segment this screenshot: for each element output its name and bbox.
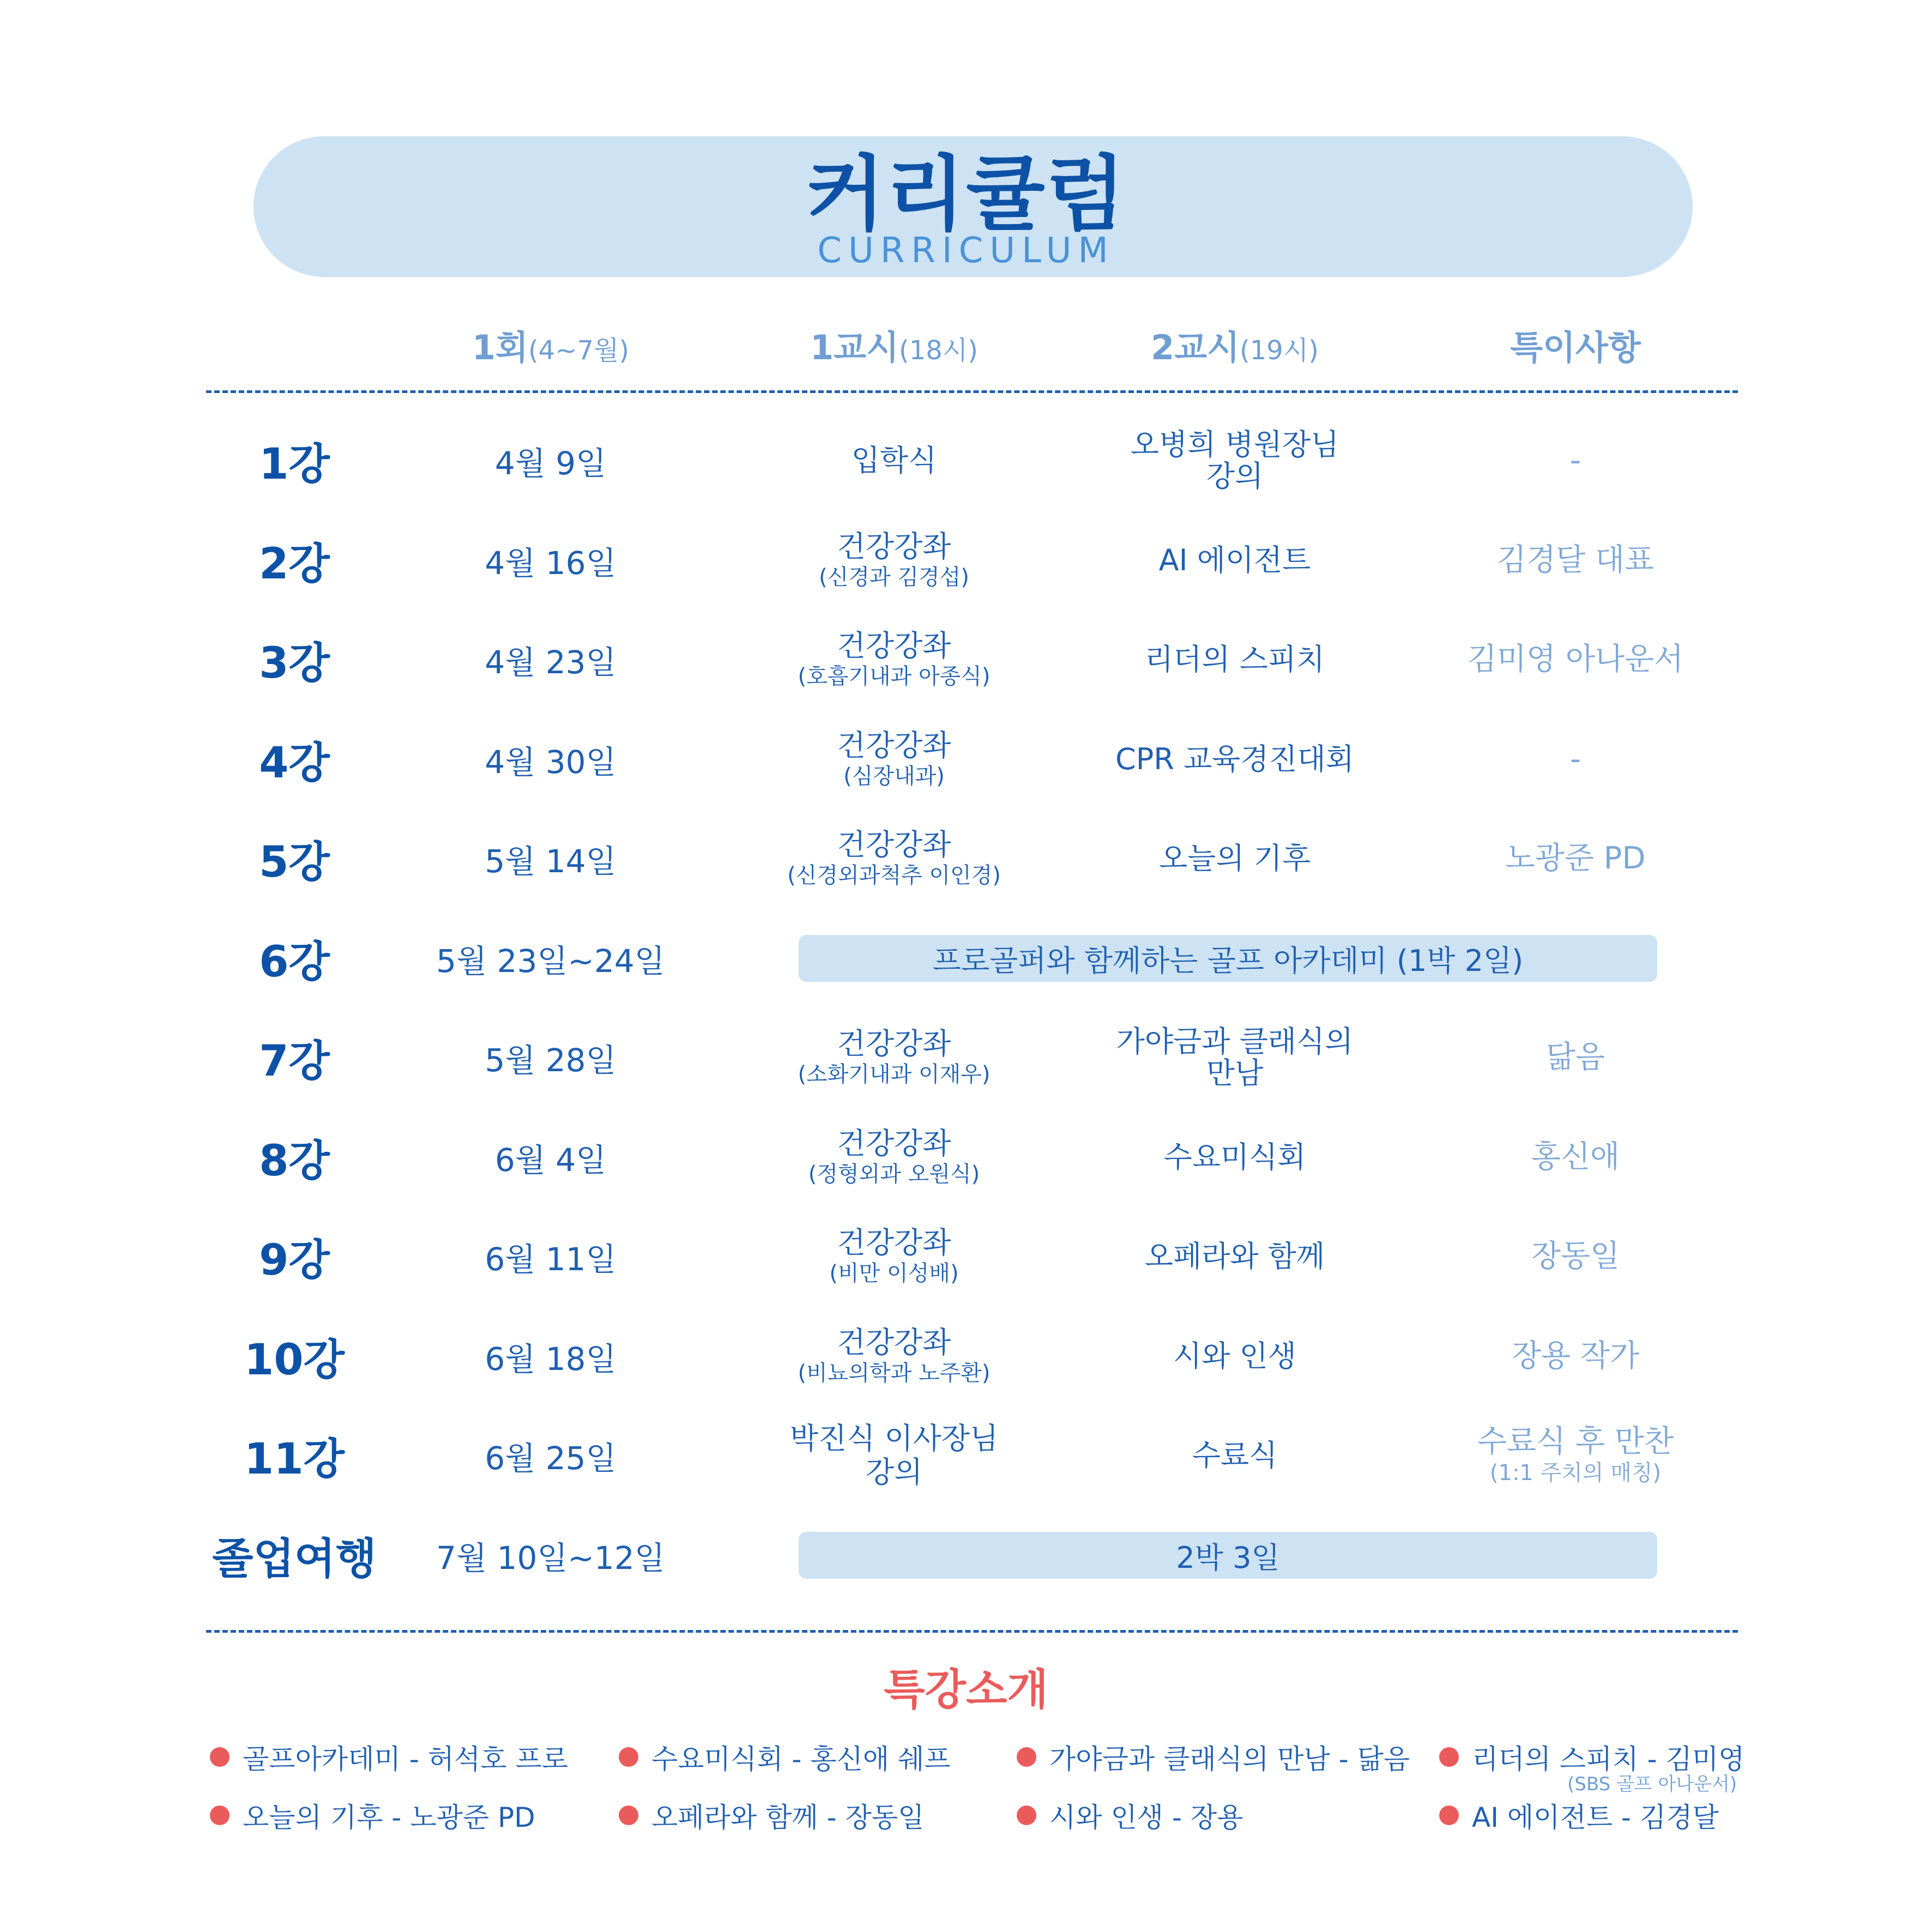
lecture-number: 10강 xyxy=(244,1336,345,1385)
period-2-title: 오늘의 기후 xyxy=(1159,841,1311,876)
notes-text: 김경달 대표 xyxy=(1496,542,1655,578)
page-title: 커리큘럼 xyxy=(806,147,1126,242)
period-2-title: 오페라와 함께 xyxy=(1144,1239,1325,1273)
notes-cell xyxy=(1439,1116,1712,1198)
special-item: 가야금과 클래식의 만남 - 닮음 xyxy=(1017,1738,1410,1776)
notes-text: 장동일 xyxy=(1531,1239,1620,1274)
lecture-date: 6월 4일 xyxy=(494,1142,607,1179)
special-item: 수요미식회 - 홍신애 쉐프 xyxy=(619,1738,951,1776)
period-1-title: 건강강좌 xyxy=(837,1225,951,1260)
lecture-date: 6월 25일 xyxy=(485,1440,617,1477)
merged-event-bar: 프로골퍼와 함께하는 골프 아카데미 (1박 2일) xyxy=(799,935,1657,982)
period-1-detail: 강의 xyxy=(865,1455,923,1489)
lecture-number: 2강 xyxy=(259,540,330,589)
lecture-date: 5월 14일 xyxy=(485,843,617,880)
period-1-title: 건강강좌 xyxy=(837,1325,951,1360)
period-2-cell xyxy=(1098,1315,1371,1397)
period-1-cell xyxy=(758,1315,1030,1397)
bullet-icon xyxy=(210,1747,230,1767)
bullet-icon xyxy=(1439,1806,1459,1825)
special-item: 골프아카데미 - 허석호 프로 xyxy=(210,1738,568,1776)
special-item: AI 에이전트 - 김경달 xyxy=(1439,1796,1719,1834)
special-item: 리더의 스피치 - 김미영 xyxy=(1439,1738,1744,1776)
lecture-number: 8강 xyxy=(259,1137,330,1186)
notes-cell xyxy=(1439,818,1712,899)
divider-bottom xyxy=(206,1630,1738,1633)
period-1-cell xyxy=(758,719,1030,800)
period-1-title: 건강강좌 xyxy=(837,828,951,862)
period-1-title: 건강강좌 xyxy=(837,629,951,663)
special-item: 오페라와 함께 - 장동일 xyxy=(619,1796,924,1834)
period-1-cell xyxy=(758,818,1030,899)
period-1-cell xyxy=(758,1216,1030,1297)
notes-cell xyxy=(1439,520,1712,601)
notes-detail: (1:1 주치의 매칭) xyxy=(1489,1460,1662,1486)
lecture-date: 4월 30일 xyxy=(485,744,617,781)
period-1-title: 건강강좌 xyxy=(837,1027,951,1061)
notes-cell xyxy=(1439,1216,1712,1297)
period-2-title: 수요미식회 xyxy=(1163,1140,1306,1174)
period-2-title: 수료식 xyxy=(1192,1438,1278,1472)
notes-cell xyxy=(1439,1017,1712,1098)
period-1-cell xyxy=(758,420,1030,502)
period-2-title: 시와 인생 xyxy=(1173,1339,1296,1373)
period-2-cell xyxy=(1098,1116,1371,1198)
bullet-icon xyxy=(1017,1806,1036,1825)
period-2-title: 오병희 병원장님 xyxy=(1130,427,1339,462)
lecture-number: 4강 xyxy=(259,739,330,788)
period-1-title: 건강강좌 xyxy=(837,1126,951,1161)
period-2-title-line2: 강의 xyxy=(1206,459,1264,493)
period-1-cell xyxy=(758,1017,1030,1098)
period-2-title: CPR 교육경진대회 xyxy=(1115,742,1354,776)
merged-event-bar: 2박 3일 xyxy=(799,1532,1657,1579)
period-2-cell xyxy=(1098,818,1371,899)
lecture-number: 7강 xyxy=(259,1037,330,1086)
period-2-cell xyxy=(1098,719,1371,800)
notes-text: 김미영 아나운서 xyxy=(1467,642,1684,677)
lecture-number: 6강 xyxy=(259,938,330,987)
special-item: 시와 인생 - 장용 xyxy=(1017,1796,1243,1834)
period-1-cell xyxy=(758,520,1030,601)
period-2-title: AI 에이전트 xyxy=(1158,543,1311,577)
lecture-date: 7월 10일~12일 xyxy=(436,1539,665,1577)
period-1-cell xyxy=(758,1415,1030,1496)
notes-text: - xyxy=(1569,443,1581,478)
lecture-date: 5월 23일~24일 xyxy=(436,943,665,980)
notes-cell xyxy=(1439,719,1712,800)
period-1-title: 박진식 이사장님 xyxy=(789,1421,999,1456)
notes-cell xyxy=(1439,619,1712,701)
period-1-detail: (비만 이성배) xyxy=(829,1261,959,1286)
header-notes: 특이사항 xyxy=(1510,328,1641,367)
period-1-detail: (정형외과 오원식) xyxy=(808,1162,980,1187)
notes-text: - xyxy=(1569,741,1581,777)
bullet-icon xyxy=(619,1806,638,1825)
lecture-date: 6월 18일 xyxy=(485,1341,617,1378)
bullet-icon xyxy=(619,1747,638,1767)
divider-top xyxy=(206,390,1738,393)
period-1-detail: (호흡기내과 아종식) xyxy=(798,664,991,689)
notes-text: 장용 작가 xyxy=(1511,1338,1640,1374)
period-2-cell xyxy=(1098,619,1371,701)
period-1-detail: (비뇨의학과 노주환) xyxy=(798,1361,991,1386)
period-1-detail: (신경과 김경섭) xyxy=(819,565,969,590)
lecture-number: 3강 xyxy=(259,639,330,688)
period-1-title: 건강강좌 xyxy=(837,529,951,564)
period-1-detail: (신경외과척추 이인경) xyxy=(787,863,1001,888)
lecture-number: 11강 xyxy=(244,1435,345,1484)
lecture-number: 1강 xyxy=(259,440,330,489)
page-subtitle: CURRICULUM xyxy=(817,231,1115,271)
period-2-cell xyxy=(1098,520,1371,601)
lecture-number: 졸업여행 xyxy=(212,1535,377,1584)
period-1-detail: (소화기내과 이재우) xyxy=(798,1062,991,1087)
special-item: 오늘의 기후 - 노광준 PD xyxy=(210,1796,535,1834)
special-item-note: (SBS 골프 아나운서) xyxy=(1567,1773,1737,1795)
notes-text: 닮음 xyxy=(1545,1040,1605,1075)
period-2-cell xyxy=(1098,1017,1371,1098)
bullet-icon xyxy=(1439,1747,1459,1767)
header-period-2: 2교시(19시) xyxy=(1151,328,1319,367)
period-1-cell xyxy=(758,619,1030,701)
notes-text: 노광준 PD xyxy=(1505,841,1646,876)
bullet-icon xyxy=(210,1806,230,1825)
notes-cell xyxy=(1439,1315,1712,1397)
header-period-1: 1교시(18시) xyxy=(810,328,978,367)
lecture-date: 4월 16일 xyxy=(485,545,617,582)
period-2-title-line2: 만남 xyxy=(1206,1056,1264,1090)
notes-cell xyxy=(1439,1415,1712,1496)
period-1-detail: (심장내과) xyxy=(843,764,945,789)
special-lectures-title: 특강소개 xyxy=(884,1665,1048,1714)
period-1-title: 입학식 xyxy=(851,443,937,478)
notes-cell xyxy=(1439,420,1712,502)
period-2-cell xyxy=(1098,420,1371,502)
period-2-cell xyxy=(1098,1415,1371,1496)
lecture-date: 5월 28일 xyxy=(485,1042,617,1079)
lecture-date: 4월 9일 xyxy=(494,445,607,482)
period-2-title: 리더의 스피치 xyxy=(1144,642,1325,677)
period-1-title: 건강강좌 xyxy=(837,728,951,763)
period-2-cell xyxy=(1098,1216,1371,1297)
period-1-cell xyxy=(758,1116,1030,1198)
lecture-date: 6월 11일 xyxy=(485,1241,617,1278)
notes-text: 수료식 후 만찬 xyxy=(1477,1424,1674,1459)
lecture-number: 5강 xyxy=(259,838,330,887)
lecture-date: 4월 23일 xyxy=(485,644,617,681)
period-2-title: 가야금과 클래식의 xyxy=(1116,1024,1354,1059)
header-session: 1회(4~7월) xyxy=(472,328,630,367)
bullet-icon xyxy=(1017,1747,1036,1767)
notes-text: 홍신애 xyxy=(1531,1139,1620,1175)
lecture-number: 9강 xyxy=(259,1236,330,1285)
